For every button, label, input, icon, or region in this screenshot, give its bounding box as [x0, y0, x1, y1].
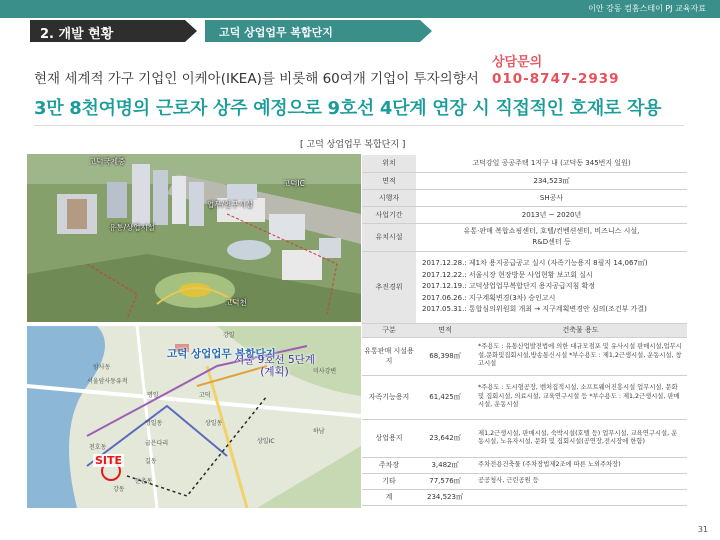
- table-row: [362, 189, 687, 206]
- land-name: 상업용지: [362, 419, 416, 457]
- history-item: 2017.05.31.: 통합심의위원회 개최 → 지구계획변경안 심의(조건부 가결): [422, 305, 647, 314]
- callout-line9: 서울 9호선 5단계 (계획): [234, 354, 315, 378]
- land-area: 234,523㎡: [416, 489, 474, 505]
- map-place-gangil: 강일: [223, 332, 235, 339]
- map-place-hanam: 하남: [313, 428, 325, 435]
- aerial-rendering: [27, 154, 361, 322]
- land-use: 공공청사, 근린공원 등: [474, 473, 687, 489]
- land-row: [362, 489, 687, 505]
- land-area: 3,482㎡: [416, 457, 474, 473]
- row-value: 고덕강일 공공주택 1지구 내 (고덕동 345번지 일원): [416, 155, 687, 172]
- map-place-myeongil: 명일: [147, 392, 159, 399]
- row-value: 유통·판매 복합쇼핑센터, 호텔/컨벤션센터, 비즈니스 시설, R&D센터 등: [416, 223, 687, 251]
- contact-phone: 010-8747-2939: [492, 71, 620, 87]
- divider: [34, 125, 684, 126]
- callout-complex: 고덕 상업업무 복합단지: [167, 348, 276, 360]
- land-area: 77,576㎡: [416, 473, 474, 489]
- document-label: 이안 강동 컴홈스테이 PJ 교육자료: [588, 4, 706, 13]
- contact-block: [492, 54, 620, 88]
- map-place-gubeundari: 굽은다리: [145, 440, 169, 447]
- land-row: [362, 473, 687, 489]
- map-place-dunchon: 둔촌동: [135, 478, 153, 485]
- land-use: 주차전용건축물 (주차장법제2조에 따른 노외주차장): [474, 457, 687, 473]
- col-header-area: 면적: [416, 323, 474, 337]
- land-row: [362, 375, 687, 419]
- map-place-amsa-site: 서울암사동유적: [87, 378, 128, 385]
- label-park: 고덕천: [225, 298, 247, 307]
- row-label: 위치: [362, 155, 416, 172]
- location-map: [27, 326, 361, 508]
- label-commercial: 유통/상업시설: [109, 223, 155, 232]
- row-label: 면적: [362, 172, 416, 189]
- land-use: [474, 489, 687, 505]
- table-row: [362, 172, 687, 189]
- land-area: 61,425㎡: [416, 375, 474, 419]
- headline-line1: 현재 세계적 가구 기업인 이케아(IKEA)를 비롯해 60여개 기업이 투자의향서: [34, 71, 479, 87]
- land-use: *주용도 : 유통산업발전법에 의한 대규모점포 및 유사시설 판매시설,업무시설,문화및집회시설,방송통신시설 *부수용도 : 제1,2근생시설, 운동시설, 창고시설: [474, 337, 687, 375]
- table-row: [362, 223, 687, 251]
- land-name: 자족기능용지: [362, 375, 416, 419]
- land-name: 주차장: [362, 457, 416, 473]
- row-label: 유치시설: [362, 223, 416, 251]
- section-tab: 2. 개발 현황: [30, 20, 185, 42]
- table-row: [362, 155, 687, 172]
- land-name: 계: [362, 489, 416, 505]
- section-tabs: [30, 20, 690, 42]
- row-value: 234,523㎡: [416, 172, 687, 189]
- map-place-cheonho: 천호동: [89, 444, 107, 451]
- land-header-row: [362, 323, 687, 337]
- land-row: [362, 419, 687, 457]
- history-item: 2017.12.22.: 서울시장 현장방문 사업현황 보고회 실시: [422, 270, 593, 279]
- row-label: 사업기간: [362, 206, 416, 223]
- history-label: 추진경위: [362, 251, 416, 323]
- table-row: [362, 206, 687, 223]
- history-list: [416, 251, 687, 323]
- label-school: 고덕국제중: [89, 157, 126, 166]
- history-item: 2017.12.19.: 고덕상업업무복합단지 용지공급지침 확정: [422, 282, 596, 291]
- land-area: 23,642㎡: [416, 419, 474, 457]
- col-header-use: 건축물 용도: [474, 323, 687, 337]
- map-place-gildong: 길동: [145, 458, 157, 465]
- top-bar: [0, 0, 720, 18]
- map-place-myeongil-dong: 명일동: [145, 420, 163, 427]
- land-area: 68,398㎡: [416, 337, 474, 375]
- map-place-misa: 미사강변: [313, 368, 337, 375]
- contact-label: 상담문의: [492, 55, 543, 70]
- label-business: 업무/연구시설: [207, 200, 253, 209]
- aerial-illustration: [27, 154, 361, 322]
- land-use: 제1,2근생시설, 판매시설, 숙박시설(호텔 등) 업무시설, 교육연구시설, 운동시설, 노유자시설, 문화 및 집회시설(공연장,전시장에 한함): [474, 419, 687, 457]
- land-name: 기타: [362, 473, 416, 489]
- map-place-gangdong: 강동: [113, 486, 125, 493]
- page-number: 31: [697, 525, 708, 534]
- history-item: 2017.12.28.: 제1차 용지공급공고 실시 (자족기능용지 8필지 14,067㎡): [422, 259, 648, 268]
- map-place-amsa: 암사동: [93, 364, 111, 371]
- row-value: SH공사: [416, 189, 687, 206]
- history-item: 2017.06.26.: 지구계획변경(3차) 승인고시: [422, 293, 556, 302]
- map-place-sangil-ic: 상일IC: [257, 438, 275, 445]
- map-place-godeok: 고덕: [199, 392, 211, 399]
- map-place-sangil: 상일동: [205, 420, 223, 427]
- land-row: [362, 457, 687, 473]
- land-name: 유통판매 시설용지: [362, 337, 416, 375]
- row-label: 시행자: [362, 189, 416, 206]
- land-row: [362, 337, 687, 375]
- box-title: [ 고덕 상업업무 복합단지 ]: [300, 140, 406, 150]
- label-highway: 고덕IC: [283, 179, 305, 188]
- info-table: [362, 155, 687, 506]
- headline-line2: 3만 8천여명의 근로자 상주 예정으로 9호선 4단계 연장 시 직접적인 호재로 작용: [34, 98, 662, 119]
- table-row: [362, 251, 687, 323]
- row-value: 2013년 ~ 2020년: [416, 206, 687, 223]
- subsection-tab: 고덕 상업업무 복합단지: [205, 20, 420, 42]
- col-header-category: 구분: [362, 323, 416, 337]
- site-marker: SITE: [95, 454, 123, 467]
- land-use: *주용도 : 도시형공장, 벤처집적시설, 소프트웨어진흥시설 업무시설, 문화 및 집회시설, 의료시설, 교육연구시설 등 *부수용도 : 제1,2근생시설, 판매시설, 운동시설: [474, 375, 687, 419]
